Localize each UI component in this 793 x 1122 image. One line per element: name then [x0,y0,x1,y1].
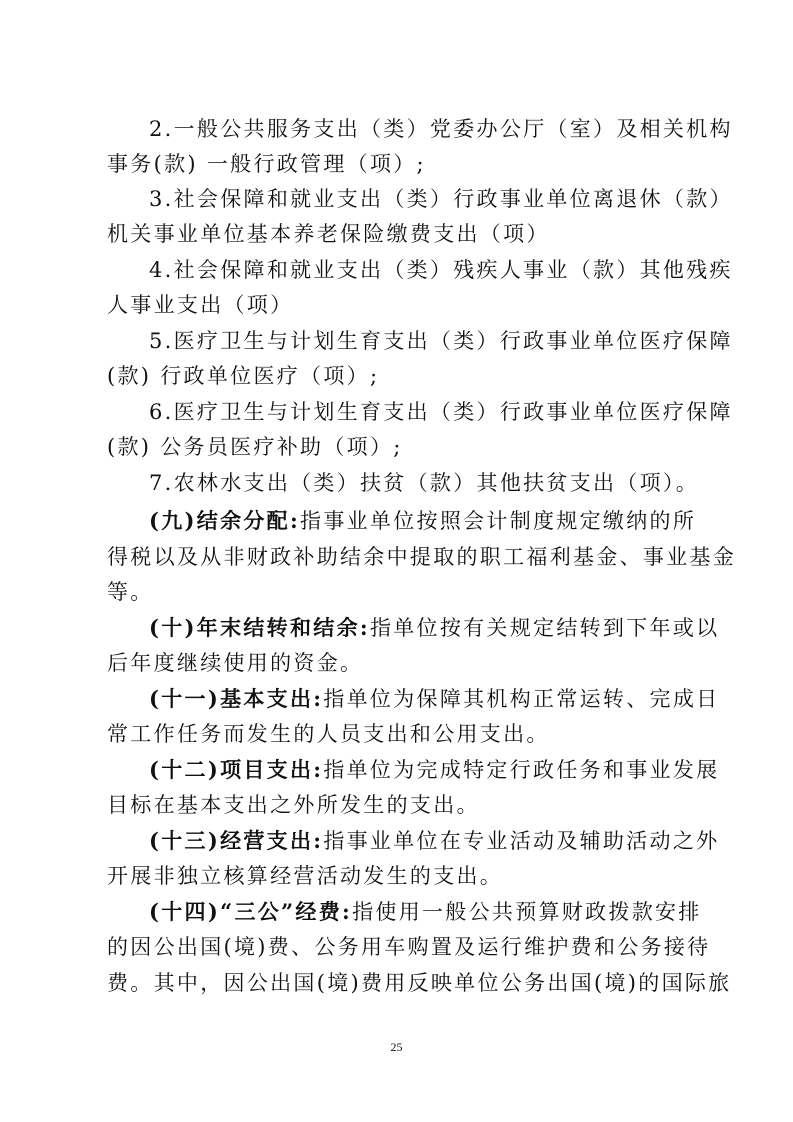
definition-14-term: (十四)“三公”经费: [149,899,353,924]
item-3-line-2: 机关事业单位基本养老保险缴费支出（项） [107,222,550,246]
item-7-line-1: 7.农林水支出（类）扶贫（款）其他扶贫支出（项）。 [149,471,700,495]
item-6-line-1: 6.医疗卫生与计划生育支出（类）行政事业单位医疗保障 [149,400,733,424]
definition-12-term: (十二)项目支出: [149,757,324,782]
definition-12-line-1 [149,755,719,785]
definition-10-text: 指单位按有关规定结转到下年或以 [369,616,720,640]
definition-9-term: (九)结余分配: [149,508,301,533]
definition-11-term: (十一)基本支出: [149,686,324,711]
definition-10-line-1 [149,613,719,643]
definition-11-line-1 [149,684,719,714]
definition-10-line-2: 后年度继续使用的资金。 [107,651,364,675]
item-4-line-1: 4.社会保障和就业支出（类）残疾人事业（款）其他残疾 [149,258,733,282]
item-6-line-2: (款) 公务员医疗补助（项）; [107,435,403,459]
definition-10-term: (十)年末结转和结余: [149,615,370,640]
definition-14-line-3: 费。其中，因公出国(境)费用反映单位公务出国(境)的国际旅 [107,971,732,995]
definition-9-line-2: 得税以及从非财政补助结余中提取的职工福利基金、事业基金 [107,545,737,569]
definition-11-text: 指单位为保障其机构正常运转、完成日 [323,687,720,711]
item-5-line-1: 5.医疗卫生与计划生育支出（类）行政事业单位医疗保障 [149,329,733,353]
definition-12-text: 指单位为完成特定行政任务和事业发展 [323,758,720,782]
item-2-line-1: 2.一般公共服务支出（类）党委办公厅（室）及相关机构 [149,117,733,141]
item-2-line-2: 事务(款) 一般行政管理（项）; [107,152,426,176]
item-5-line-2: (款) 行政单位医疗（项）; [107,364,380,388]
item-3-line-1: 3.社会保障和就业支出（类）行政事业单位离退休（款） [149,187,733,211]
definition-13-line-1 [149,826,719,856]
definition-13-term: (十三)经营支出: [149,828,324,853]
item-4-line-2: 人事业支出（项） [107,293,294,317]
definition-13-line-2: 开展非独立核算经营活动发生的支出。 [107,864,504,888]
page-number: 25 [390,1040,403,1054]
definition-14-line-1 [149,897,702,927]
definition-14-line-2: 的因公出国(境)费、公务用车购置及运行维护费和公务接待 [107,935,711,959]
definition-13-text: 指事业单位在专业活动及辅助活动之外 [323,829,720,853]
definition-12-line-2: 目标在基本支出之外所发生的支出。 [107,793,480,817]
definition-14-text: 指使用一般公共预算财政拨款安排 [352,900,702,924]
definition-9-line-1 [149,506,696,536]
definition-9-text: 指事业单位按照会计制度规定缴纳的所 [300,509,697,533]
definition-11-line-2: 常工作任务而发生的人员支出和公用支出。 [107,722,550,746]
definition-9-line-3: 等。 [107,580,154,604]
